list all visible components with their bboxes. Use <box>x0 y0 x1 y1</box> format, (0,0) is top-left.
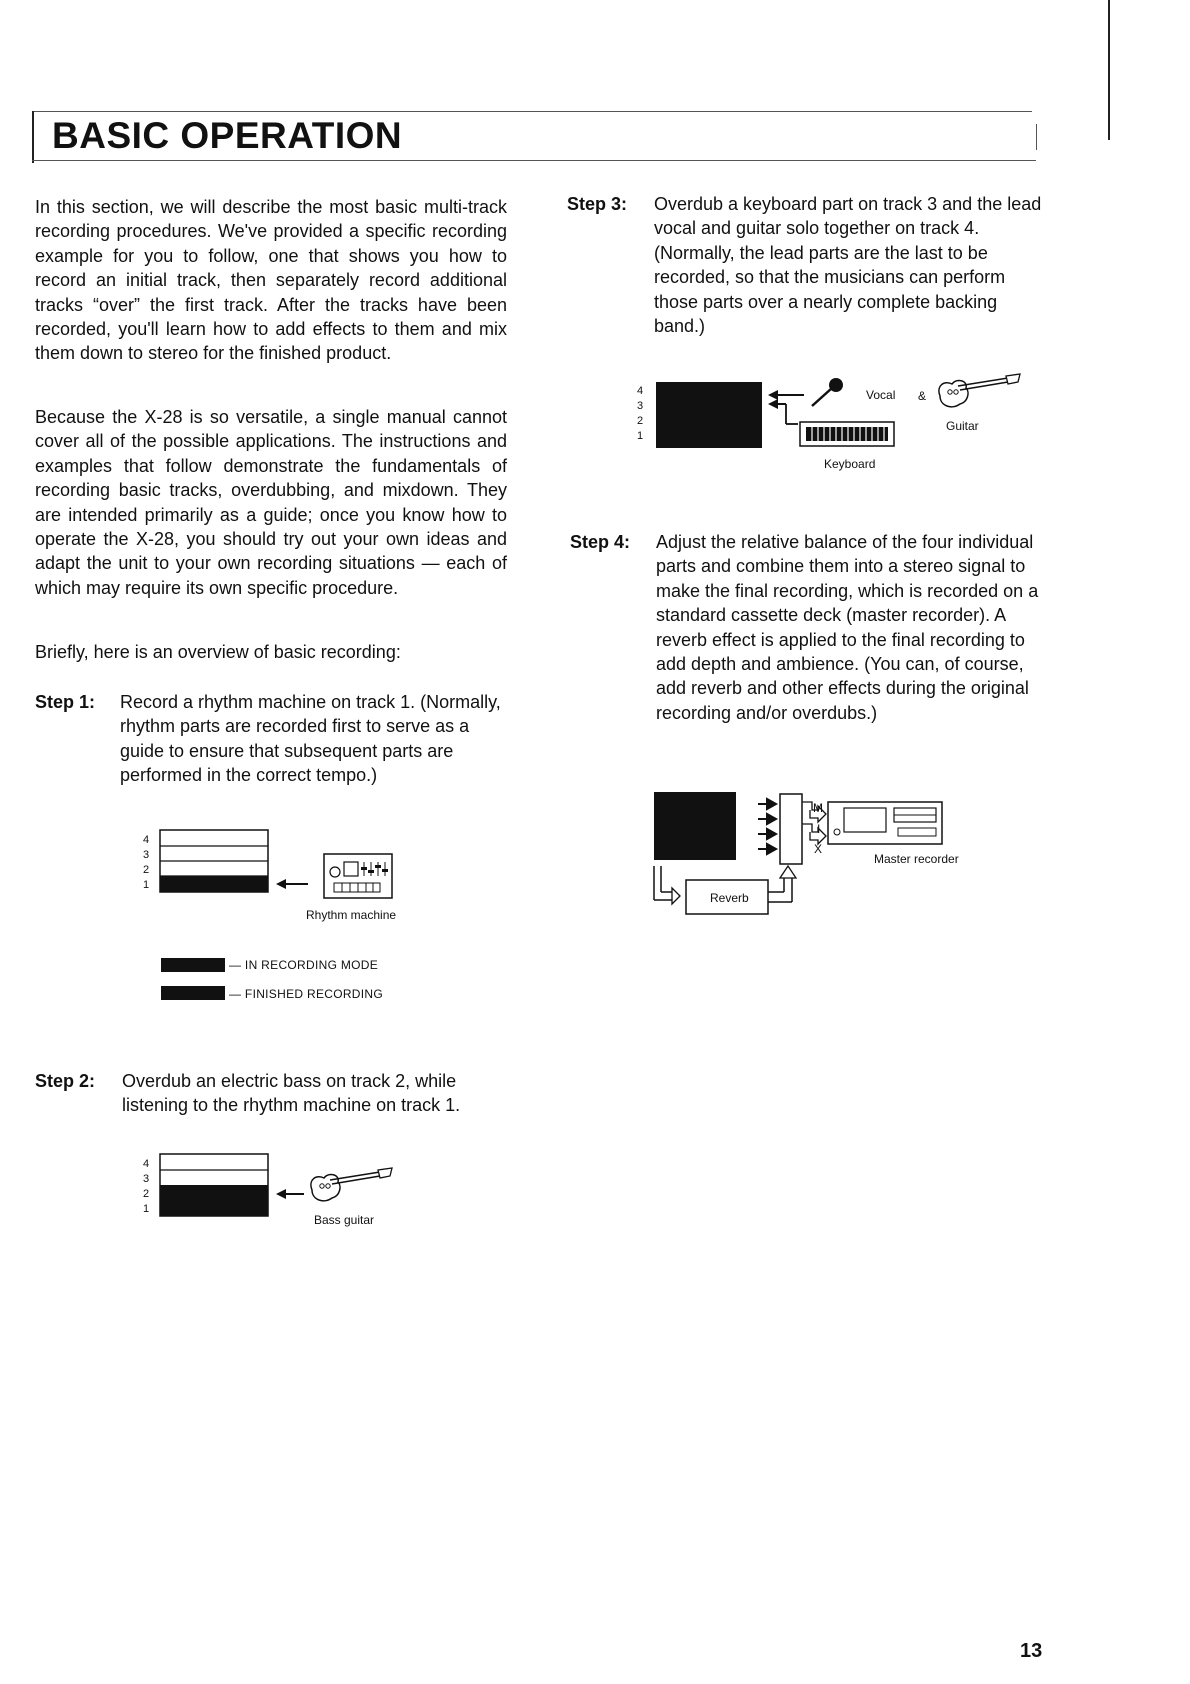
header-right-rule <box>1036 124 1037 150</box>
step-4-label: Step 4: <box>570 532 631 552</box>
guitar-label: Guitar <box>946 419 979 433</box>
track-number-3: 3 <box>142 1173 150 1185</box>
track-number-3: 3 <box>142 849 150 861</box>
mix-letter-i: I <box>817 822 821 836</box>
page-title: BASIC OPERATION <box>52 115 403 156</box>
mix-letter-x: X <box>814 842 823 856</box>
legend-swatch-finished <box>161 986 225 1000</box>
intro-paragraph-1: In this section, we will describe the most basic multi-track recording procedures. We've provided a specific recording example for you to follow, one that shows you how to record an initial track, then separately record additional tracks “over” the first track. After the tracks have been recorded, you'll learn how to add effects to them and mix them down to stereo for the finished product. <box>35 197 507 364</box>
rhythm-machine-label: Rhythm machine <box>306 908 397 922</box>
scan-edge-line <box>1108 0 1110 140</box>
reverb-label: Reverb <box>710 891 749 905</box>
ampersand: & <box>918 389 927 403</box>
track-number-4: 4 <box>142 834 150 846</box>
track-number-1: 1 <box>636 430 644 442</box>
legend-swatch-recording <box>161 958 225 972</box>
track-number-1: 1 <box>142 1203 150 1215</box>
intro-paragraph-2: Because the X-28 is so versatile, a single manual cannot cover all of the possible applications. The instructions and examples that follow demonstrate the fundamentals of recording basic tracks, overdubbing, and mixdown. They are intended primarily as a guide; once you know how to operate the X-28, you should try out your own ideas and adapt the unit to your own recording situations — each of which may require its own specific procedure. <box>35 407 507 598</box>
track-number-4: 4 <box>636 385 644 397</box>
track-number-2: 2 <box>636 415 644 427</box>
keyboard-label: Keyboard <box>824 457 876 471</box>
track-number-1: 1 <box>142 879 150 891</box>
guitar-icon <box>934 370 1024 414</box>
track-number-2: 2 <box>142 864 150 876</box>
vocal-label: Vocal <box>866 388 896 402</box>
step-1-text: Record a rhythm machine on track 1. (Normally, rhythm parts are recorded first to serve as a guide to ensure that subsequent parts are performed in the correct tempo.) <box>120 692 501 786</box>
keyboard-icon <box>798 414 898 448</box>
microphone-icon <box>808 376 848 412</box>
track-number-4: 4 <box>142 1158 150 1170</box>
master-recorder-label: Master recorder <box>874 852 959 866</box>
step-2-text: Overdub an electric bass on track 2, while listening to the rhythm machine on track 1. <box>122 1071 461 1116</box>
header-bottom-rule <box>32 160 1036 161</box>
track-number-2: 2 <box>142 1188 150 1200</box>
rhythm-machine-icon <box>322 852 392 902</box>
page-number: 13 <box>1020 1640 1043 1662</box>
step-1-label: Step 1: <box>35 692 96 712</box>
guitar-icon <box>306 1162 396 1210</box>
mixer-box <box>780 794 802 864</box>
mix-letter-m: M <box>813 801 823 815</box>
header-left-rule <box>32 111 34 163</box>
step-4-text: Adjust the relative balance of the four individual parts and combine them into a stereo signal to make the final recording, which is recorded on a standard cassette deck (master recorder). A reverb effect is applied to the final recording to add depth and ambience. (You can, of course, add reverb and other effects during the original recording and/or overdubs.) <box>656 532 1039 723</box>
track-number-3: 3 <box>636 400 644 412</box>
step-3-label: Step 3: <box>567 194 628 214</box>
legend-recording-mode: — IN RECORDING MODE <box>229 958 379 972</box>
bass-guitar-label: Bass guitar <box>314 1213 375 1227</box>
step-2-label: Step 2: <box>35 1071 96 1091</box>
step-3-text: Overdub a keyboard part on track 3 and the lead vocal and guitar solo together on track 4. (Normally, the lead parts are the last to be recorded, so that the musicians can perform those parts over a nearly complete backing band.) <box>654 194 1042 337</box>
legend-finished-recording: — FINISHED RECORDING <box>229 987 384 1001</box>
intro-paragraph-3: Briefly, here is an overview of basic recording: <box>35 642 401 662</box>
